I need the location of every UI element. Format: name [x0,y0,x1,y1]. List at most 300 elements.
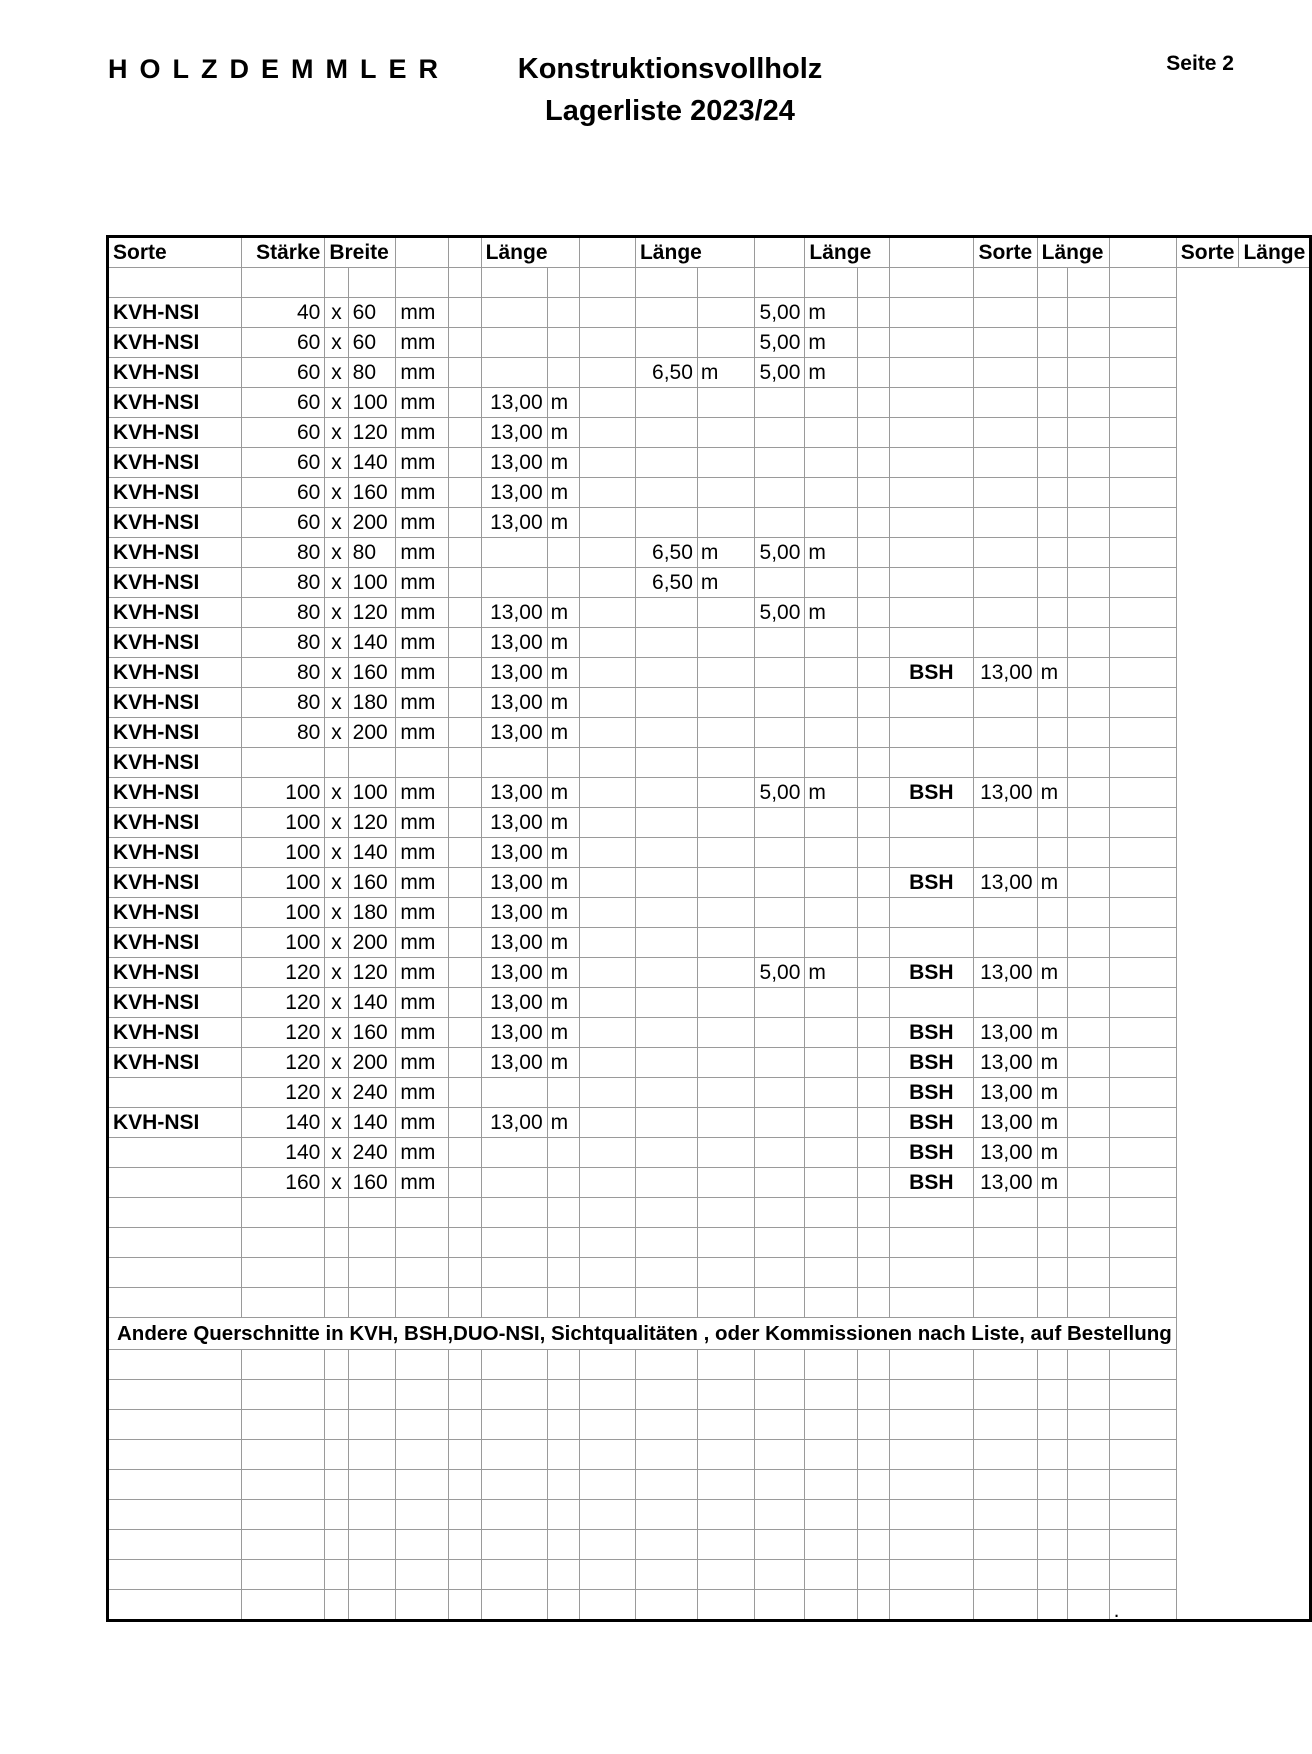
laenge-1-cell: 13,00 [481,988,547,1018]
empty-cell [242,1440,325,1470]
times-cell: x [325,598,348,628]
empty-cell [449,1198,481,1228]
staerke-cell: 80 [242,538,325,568]
sorte-cell: KVH-NSI [108,388,242,418]
laenge-1-cell: 13,00 [481,898,547,928]
empty-cell [108,1228,242,1258]
empty-cell [754,1350,805,1380]
col-header-sorte-2: Sorte [973,237,1037,268]
sorte-cell: KVH-NSI [108,958,242,988]
empty-cell [481,268,547,298]
col-header-laenge-5: Länge [1239,237,1311,268]
empty-cell [1068,508,1109,538]
empty-cell [449,1138,481,1168]
laenge-3-cell [754,688,805,718]
empty-cell [547,1228,579,1258]
laenge-2-cell [635,808,697,838]
empty-cell [1068,628,1109,658]
laenge-3-unit [805,808,858,838]
empty-cell [481,1440,547,1470]
empty-cell [547,1288,579,1318]
empty-cell [1068,658,1109,688]
laenge-1-cell [481,568,547,598]
empty-cell [580,508,636,538]
empty-cell [1109,1470,1176,1500]
unit-cell: mm [396,598,449,628]
empty-cell [635,1198,697,1228]
empty-cell [580,1198,636,1228]
empty-cell [580,658,636,688]
empty-cell [1068,1288,1109,1318]
empty-row [108,1560,1311,1590]
staerke-cell: 140 [242,1108,325,1138]
times-cell: x [325,298,348,328]
laenge-2-unit [697,478,754,508]
sorte-cell: KVH-NSI [108,1048,242,1078]
empty-cell [754,268,805,298]
laenge-3-cell [754,718,805,748]
empty-row [108,1288,1311,1318]
bsh-sorte-cell: BSH [889,1048,973,1078]
bsh-sorte-cell [889,538,973,568]
empty-cell [805,1410,858,1440]
times-cell: x [325,418,348,448]
empty-cell [580,838,636,868]
empty-cell [754,1380,805,1410]
laenge-3-cell [754,568,805,598]
empty-cell [889,1350,973,1380]
laenge-3-unit [805,388,858,418]
empty-cell [1068,538,1109,568]
breite-cell: 120 [348,808,396,838]
staerke-cell: 100 [242,838,325,868]
empty-cell [108,1288,242,1318]
sorte-cell: KVH-NSI [108,778,242,808]
empty-cell [858,1350,889,1380]
empty-cell [635,268,697,298]
bsh-sorte-cell [889,568,973,598]
laenge-2-cell [635,868,697,898]
table-row [108,1108,1311,1138]
empty-cell [1109,328,1176,358]
laenge-3-unit [805,1018,858,1048]
laenge-1-unit [547,298,579,328]
unit-cell: mm [396,388,449,418]
laenge-1-cell: 13,00 [481,688,547,718]
sorte-cell: KVH-NSI [108,808,242,838]
laenge-2-unit [697,628,754,658]
empty-cell [108,1258,242,1288]
empty-cell [858,688,889,718]
empty-cell [858,1228,889,1258]
empty-cell [805,1500,858,1530]
empty-cell [1109,928,1176,958]
laenge-2-unit [697,748,754,778]
staerke-cell: 160 [242,1168,325,1198]
empty-cell [580,688,636,718]
laenge-3-unit [805,1138,858,1168]
times-cell: x [325,1138,348,1168]
breite-cell: 160 [348,478,396,508]
staerke-cell: 100 [242,928,325,958]
laenge-1-unit: m [547,1108,579,1138]
laenge-1-cell: 13,00 [481,868,547,898]
times-cell: x [325,808,348,838]
empty-cell [805,1258,858,1288]
empty-cell [449,688,481,718]
laenge-4-unit [1037,988,1068,1018]
table-row [108,358,1311,388]
empty-cell [1109,1350,1176,1380]
empty-cell [580,358,636,388]
empty-cell [754,1470,805,1500]
sorte-cell: KVH-NSI [108,538,242,568]
empty-cell [449,988,481,1018]
breite-cell: 200 [348,718,396,748]
laenge-3-cell [754,988,805,1018]
sorte-cell [108,1168,242,1198]
col-header-empty [449,237,481,268]
empty-cell [635,1410,697,1440]
laenge-4-cell [973,718,1037,748]
laenge-4-unit: m [1037,1168,1068,1198]
laenge-3-cell [754,658,805,688]
empty-cell [348,1560,396,1590]
staerke-cell: 60 [242,448,325,478]
empty-cell [449,1018,481,1048]
empty-cell [697,1530,754,1560]
empty-cell [1068,958,1109,988]
laenge-3-cell: 5,00 [754,538,805,568]
empty-cell [858,268,889,298]
bsh-sorte-cell [889,448,973,478]
unit-cell: mm [396,478,449,508]
laenge-1-unit [547,568,579,598]
unit-cell: mm [396,838,449,868]
laenge-4-cell [973,508,1037,538]
laenge-3-cell [754,1018,805,1048]
staerke-cell: 120 [242,958,325,988]
laenge-3-cell: 5,00 [754,778,805,808]
laenge-3-unit [805,1048,858,1078]
empty-cell [1109,898,1176,928]
laenge-4-cell: 13,00 [973,868,1037,898]
empty-cell [580,1168,636,1198]
unit-cell: mm [396,658,449,688]
empty-cell [1037,1440,1068,1470]
times-cell: x [325,898,348,928]
laenge-4-unit [1037,928,1068,958]
laenge-3-unit: m [805,598,858,628]
empty-cell [242,1530,325,1560]
unit-cell: mm [396,778,449,808]
unit-cell: mm [396,988,449,1018]
empty-cell [547,1350,579,1380]
empty-cell [547,1380,579,1410]
unit-cell: mm [396,1108,449,1138]
empty-cell [449,748,481,778]
laenge-4-unit [1037,838,1068,868]
empty-cell [1068,598,1109,628]
times-cell: x [325,1018,348,1048]
empty-cell [242,1590,325,1621]
empty-cell [805,1380,858,1410]
empty-cell [396,268,449,298]
empty-cell [1109,748,1176,778]
empty-cell [325,1440,348,1470]
empty-cell [635,1470,697,1500]
laenge-3-unit: m [805,298,858,328]
staerke-cell: 60 [242,388,325,418]
table-row [108,778,1311,808]
laenge-3-unit [805,448,858,478]
empty-cell [858,538,889,568]
empty-cell [449,358,481,388]
empty-cell [449,1228,481,1258]
laenge-4-unit [1037,568,1068,598]
empty-cell [697,1288,754,1318]
breite-cell: 160 [348,658,396,688]
laenge-1-cell: 13,00 [481,628,547,658]
staerke-cell: 80 [242,688,325,718]
empty-cell [449,868,481,898]
staerke-cell: 120 [242,1078,325,1108]
laenge-3-unit [805,508,858,538]
times-cell: x [325,568,348,598]
times-cell: x [325,928,348,958]
empty-cell [580,298,636,328]
empty-cell [325,1350,348,1380]
laenge-4-cell [973,808,1037,838]
laenge-1-cell: 13,00 [481,508,547,538]
table-row [108,568,1311,598]
laenge-1-unit: m [547,898,579,928]
empty-cell [1068,1078,1109,1108]
empty-cell [973,1228,1037,1258]
empty-cell [449,388,481,418]
laenge-2-unit [697,388,754,418]
empty-cell [325,1288,348,1318]
laenge-3-cell [754,508,805,538]
laenge-2-cell [635,1168,697,1198]
laenge-3-cell: 5,00 [754,328,805,358]
laenge-1-unit [547,1168,579,1198]
empty-cell [1068,1228,1109,1258]
laenge-3-unit [805,688,858,718]
laenge-2-unit: m [697,538,754,568]
empty-row [108,1380,1311,1410]
empty-row [108,1590,1311,1621]
laenge-4-unit [1037,598,1068,628]
table-row [108,898,1311,928]
empty-cell [889,1590,973,1621]
staerke-cell: 100 [242,778,325,808]
laenge-3-cell [754,868,805,898]
staerke-cell: 120 [242,988,325,1018]
empty-cell [754,1440,805,1470]
empty-cell [889,1380,973,1410]
empty-cell [449,1410,481,1440]
empty-cell [325,268,348,298]
breite-cell: 120 [348,418,396,448]
empty-cell [1068,1440,1109,1470]
col-header-empty [580,237,636,268]
laenge-4-cell [973,448,1037,478]
header-row [108,237,1311,268]
laenge-2-unit [697,928,754,958]
times-cell: x [325,838,348,868]
empty-cell [1109,1198,1176,1228]
empty-cell [858,508,889,538]
laenge-1-unit [547,328,579,358]
laenge-2-unit [697,448,754,478]
breite-cell: 100 [348,778,396,808]
unit-cell: mm [396,568,449,598]
table-row [108,418,1311,448]
staerke-cell: 60 [242,418,325,448]
laenge-2-cell [635,778,697,808]
empty-cell [481,1198,547,1228]
times-cell: x [325,478,348,508]
breite-cell: 100 [348,568,396,598]
empty-row [108,1530,1311,1560]
laenge-3-cell: 5,00 [754,958,805,988]
empty-cell [449,1258,481,1288]
col-header-breite: Breite [325,237,396,268]
empty-cell [580,1138,636,1168]
bsh-sorte-cell [889,388,973,418]
laenge-4-unit [1037,358,1068,388]
empty-cell [858,958,889,988]
empty-cell [697,1500,754,1530]
laenge-4-cell [973,688,1037,718]
laenge-1-cell: 13,00 [481,598,547,628]
staerke-cell: 140 [242,1138,325,1168]
breite-cell: 160 [348,1018,396,1048]
empty-cell [697,1440,754,1470]
empty-cell [973,1530,1037,1560]
col-header-sorte-3: Sorte [1176,237,1239,268]
laenge-1-cell: 13,00 [481,718,547,748]
empty-cell [325,1530,348,1560]
empty-cell [242,1350,325,1380]
bsh-sorte-cell [889,838,973,868]
empty-cell [580,958,636,988]
empty-cell [858,928,889,958]
times-cell: x [325,358,348,388]
staerke-cell: 80 [242,658,325,688]
empty-cell [1068,838,1109,868]
bsh-sorte-cell [889,928,973,958]
empty-cell [858,1048,889,1078]
empty-cell [481,1500,547,1530]
empty-cell [396,1500,449,1530]
empty-cell [396,1440,449,1470]
empty-cell [858,298,889,328]
table-row [108,808,1311,838]
staerke-cell: 100 [242,808,325,838]
times-cell: x [325,658,348,688]
times-cell: x [325,1078,348,1108]
laenge-4-cell [973,928,1037,958]
empty-cell [1068,748,1109,778]
laenge-1-cell: 13,00 [481,808,547,838]
empty-cell [697,1560,754,1590]
empty-cell [396,1380,449,1410]
laenge-1-unit [547,538,579,568]
empty-cell [858,1380,889,1410]
empty-cell [449,1048,481,1078]
laenge-3-unit: m [805,328,858,358]
laenge-4-unit: m [1037,658,1068,688]
staerke-cell: 120 [242,1018,325,1048]
laenge-1-cell: 13,00 [481,778,547,808]
laenge-1-unit [547,358,579,388]
laenge-2-cell [635,988,697,1018]
breite-cell: 140 [348,448,396,478]
empty-cell [325,1560,348,1590]
laenge-2-unit [697,958,754,988]
empty-cell [1068,1198,1109,1228]
empty-cell [547,1530,579,1560]
empty-cell [580,1018,636,1048]
laenge-3-unit: m [805,958,858,988]
laenge-4-cell [973,598,1037,628]
empty-cell [858,1258,889,1288]
unit-cell: mm [396,1078,449,1108]
laenge-1-unit: m [547,418,579,448]
empty-cell [754,1258,805,1288]
laenge-4-unit: m [1037,778,1068,808]
laenge-4-unit [1037,538,1068,568]
empty-cell [858,1018,889,1048]
empty-cell [325,1500,348,1530]
empty-cell [889,1530,973,1560]
empty-cell [1109,448,1176,478]
empty-cell [858,718,889,748]
table-row [108,1168,1311,1198]
empty-cell [449,418,481,448]
empty-cell [580,1078,636,1108]
empty-cell [635,1500,697,1530]
laenge-1-cell: 13,00 [481,958,547,988]
laenge-3-cell [754,628,805,658]
empty-cell [1068,988,1109,1018]
empty-cell [1109,598,1176,628]
unit-cell: mm [396,958,449,988]
empty-cell [697,1470,754,1500]
breite-cell: 180 [348,898,396,928]
times-cell: x [325,868,348,898]
laenge-2-unit [697,868,754,898]
laenge-4-cell [973,388,1037,418]
laenge-3-cell: 5,00 [754,298,805,328]
table-row [108,478,1311,508]
empty-cell [1109,808,1176,838]
laenge-2-unit [697,418,754,448]
staerke-cell: 80 [242,568,325,598]
empty-cell [481,1410,547,1440]
laenge-1-cell: 13,00 [481,478,547,508]
times-cell: x [325,1048,348,1078]
laenge-1-unit: m [547,388,579,418]
unit-cell: mm [396,868,449,898]
laenge-4-cell [973,898,1037,928]
breite-cell: 80 [348,358,396,388]
sorte-cell: KVH-NSI [108,898,242,928]
laenge-4-cell [973,838,1037,868]
empty-cell [449,808,481,838]
